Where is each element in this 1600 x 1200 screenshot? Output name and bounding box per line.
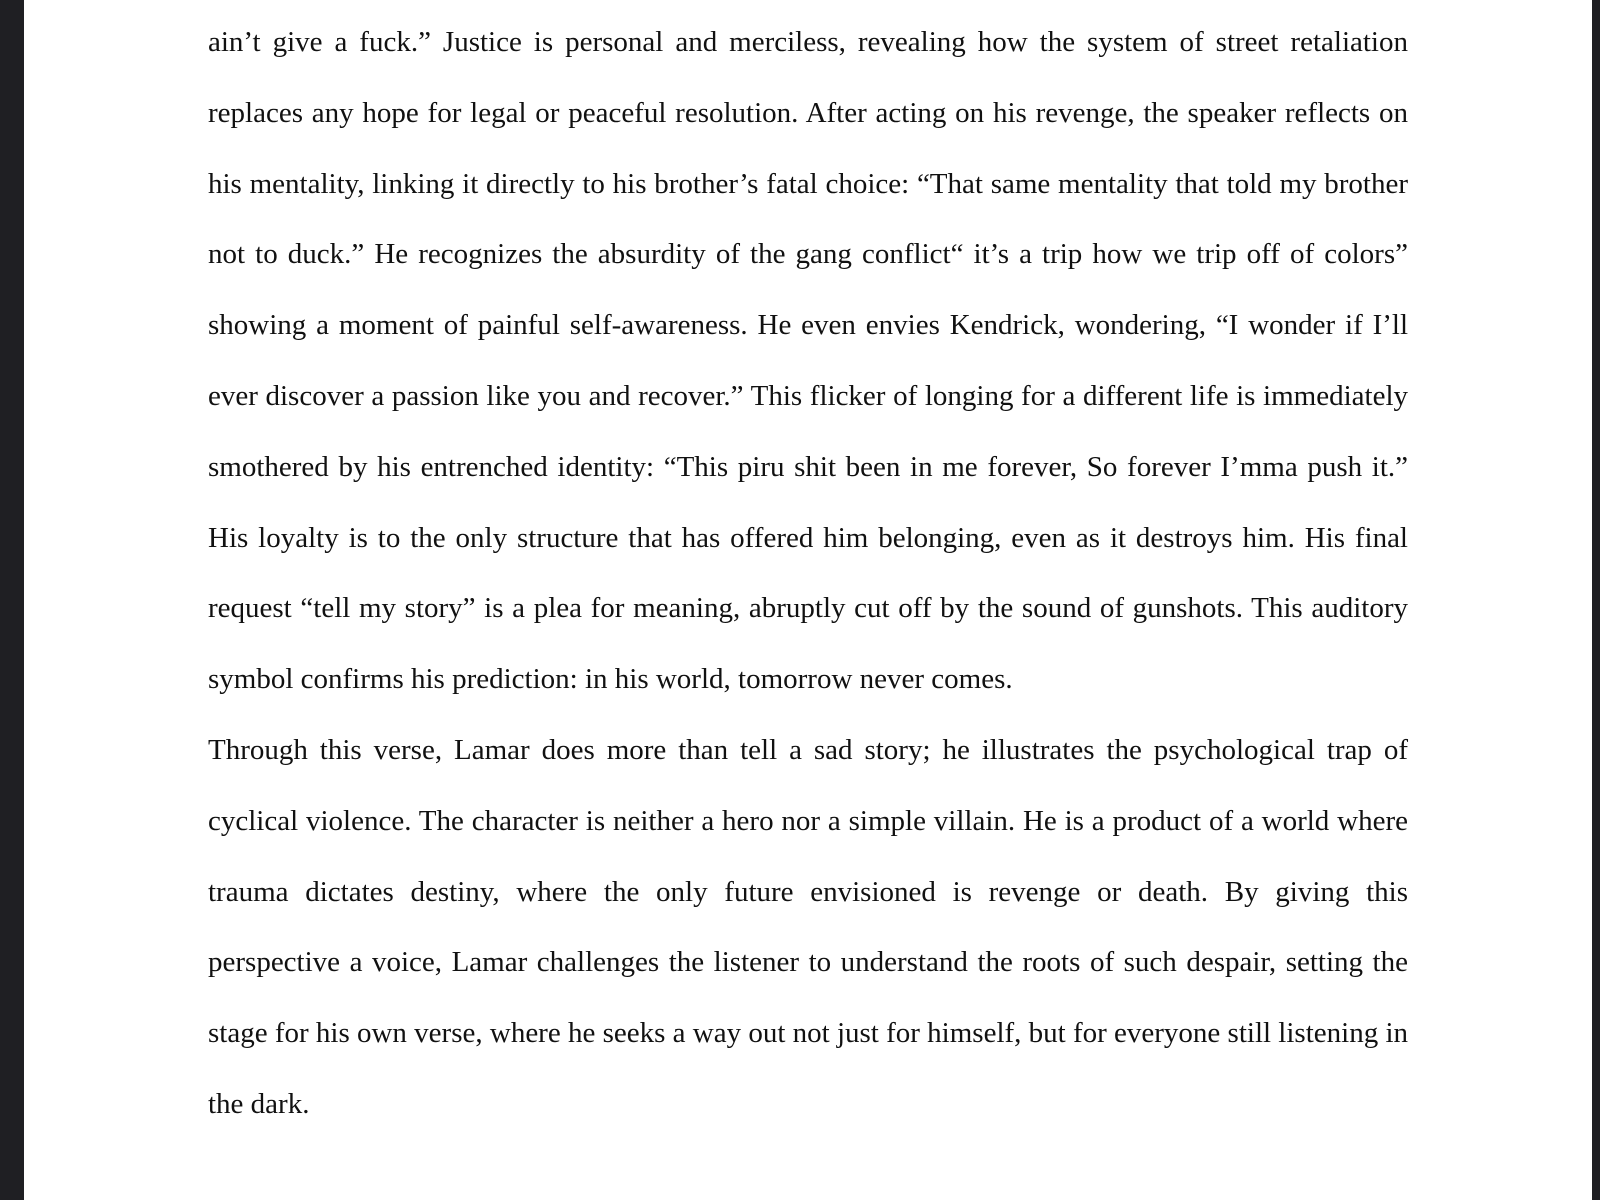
document-page bbox=[24, 0, 1592, 1200]
paragraph-1: ain’t give a fuck.” Justice is personal and merciless, revealing how the system of street retaliation replaces any hope for legal or peaceful resolution. After acting on his revenge, the speaker reflects on his mentality, linking it directly to his brother’s fatal choice: “That same mentality that told my brother not to duck.” He recognizes the absurdity of the gang conflict“ it’s a trip how we trip off of colors” showing a moment of painful self-awareness. He even envies Kendrick, wondering, “I wonder if I’ll ever discover a passion like you and recover.” This flicker of longing for a different life is immediately smothered by his entrenched identity: “This piru shit been in me forever, So forever I’mma push it.” His loyalty is to the only structure that has offered him belonging, even as it destroys him. His final request “tell my story” is a plea for meaning, abruptly cut off by the sound of gunshots. This auditory symbol confirms his prediction: in his world, tomorrow never comes. bbox=[208, 26, 1408, 696]
body-text bbox=[208, 7, 1408, 1140]
paragraph-2: Through this verse, Lamar does more than tell a sad story; he illustrates the psychological trap of cyclical violence. The character is neither a hero nor a simple villain. He is a product of a world where trauma dictates destiny, where the only future envisioned is revenge or death. By giving this perspective a voice, Lamar challenges the listener to understand the roots of such despair, setting the stage for his own verse, where he seeks a way out not just for himself, but for everyone still listening in the dark. bbox=[208, 733, 1409, 1120]
